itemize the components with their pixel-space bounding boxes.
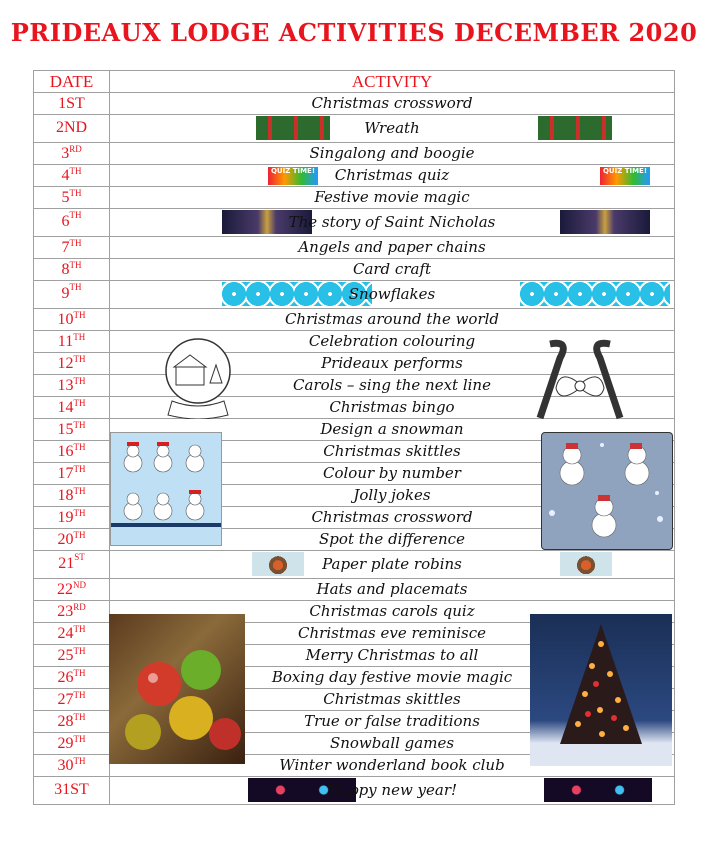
table-row (34, 309, 675, 331)
date-suffix: TH (69, 238, 82, 248)
date-day: 12 (57, 355, 74, 372)
activity-text: Card craft (352, 260, 432, 278)
activity-text: Carols – sing the next line (293, 376, 491, 394)
date-suffix: ST (74, 552, 85, 562)
date-day: 8 (61, 261, 70, 278)
date-suffix: TH (73, 530, 86, 540)
activity-text: Festive movie magic (314, 188, 470, 206)
table-row (34, 143, 675, 165)
date-cell (34, 353, 110, 375)
table-row (34, 281, 675, 309)
date-day: 30 (57, 757, 74, 774)
activity-text: Jolly jokes (353, 486, 431, 504)
date-cell (34, 281, 110, 309)
date-suffix: TH (73, 310, 86, 320)
table-row (34, 187, 675, 209)
date-cell (34, 601, 110, 623)
date-day: 27 (57, 691, 74, 708)
date-cell (34, 485, 110, 507)
date-cell (34, 209, 110, 237)
date-cell (34, 623, 110, 645)
date-suffix: ND (63, 119, 88, 136)
activity-text: Winter wonderland book club (279, 756, 505, 774)
baubles-picture (109, 614, 245, 764)
activity-text: Hats and placemats (316, 580, 468, 598)
date-day: 4 (61, 167, 70, 184)
date-cell (34, 777, 110, 805)
date-cell (34, 689, 110, 711)
snowmen-picture (110, 432, 222, 546)
table-row (34, 259, 675, 281)
date-day: 19 (57, 509, 74, 526)
date-day: 17 (57, 465, 74, 482)
date-cell (34, 237, 110, 259)
date-suffix: TH (73, 486, 86, 496)
activity-text: Christmas crossword (311, 508, 473, 526)
date-day: 5 (61, 189, 70, 206)
date-day: 6 (61, 213, 70, 230)
date-day: 18 (57, 487, 74, 504)
date-cell (34, 375, 110, 397)
date-cell (34, 259, 110, 281)
date-cell (34, 187, 110, 209)
date-day: 13 (57, 377, 74, 394)
table-row (34, 165, 675, 187)
date-suffix: TH (73, 508, 86, 518)
date-suffix: TH (73, 354, 86, 364)
robin-image (252, 552, 304, 576)
date-day: 28 (57, 713, 74, 730)
activity-text: Wreath (364, 119, 420, 137)
activity-text: Celebration colouring (308, 332, 476, 350)
date-cell (34, 645, 110, 667)
date-suffix: TH (73, 646, 86, 656)
quiz-time-badge: QUIZ TIME! (600, 167, 650, 185)
activity-text: Christmas skittles (323, 442, 461, 460)
date-cell (34, 551, 110, 579)
date-cell (34, 755, 110, 777)
activity-text: Prideaux performs (321, 354, 463, 372)
activity-text: The story of Saint Nicholas (288, 213, 496, 231)
activity-text: Christmas around the world (284, 310, 500, 328)
date-cell (34, 397, 110, 419)
date-suffix: TH (73, 668, 86, 678)
saint-nicholas-image (560, 210, 650, 234)
date-cell (34, 529, 110, 551)
activity-text: Boxing day festive movie magic (271, 668, 513, 686)
date-suffix: TH (73, 712, 86, 722)
activity-text: Paper plate robins (322, 555, 462, 573)
christmas-tree-picture (530, 614, 672, 766)
date-suffix: TH (73, 756, 86, 766)
activity-text: Christmas carols quiz (309, 602, 475, 620)
activity-text: Happy new year! (326, 781, 458, 799)
date-day: 1 (58, 95, 67, 112)
date-day: 20 (57, 531, 74, 548)
activity-cell (110, 93, 675, 115)
activity-cell (110, 579, 675, 601)
activity-cell (110, 143, 675, 165)
activity-cell (110, 209, 675, 237)
activity-text: Christmas eve reminisce (298, 624, 486, 642)
activity-cell (110, 281, 675, 309)
activity-text: Christmas quiz (334, 166, 450, 184)
snowman-pattern-picture (541, 432, 673, 550)
date-suffix: TH (73, 442, 86, 452)
date-suffix: RD (73, 602, 86, 612)
wreath-ribbon-image (538, 116, 612, 140)
date-suffix: TH (69, 210, 82, 220)
activity-cell (110, 237, 675, 259)
date-suffix: TH (73, 734, 86, 744)
candy-cane-bow-illustration (520, 338, 640, 420)
date-suffix: RD (69, 144, 82, 154)
date-day: 16 (57, 443, 74, 460)
table-row (34, 209, 675, 237)
date-cell (34, 309, 110, 331)
date-cell (34, 711, 110, 733)
wreath-ribbon-image (256, 116, 330, 140)
date-suffix: TH (73, 420, 86, 430)
table-row (34, 93, 675, 115)
activity-text: Angels and paper chains (298, 238, 486, 256)
activity-text: Christmas crossword (311, 94, 473, 112)
snowflake-ribbon-image (520, 282, 670, 306)
date-cell (34, 463, 110, 485)
date-day: 11 (57, 333, 74, 350)
activity-text: Spot the difference (319, 530, 465, 548)
activity-cell (110, 259, 675, 281)
table-row (34, 115, 675, 143)
date-cell (34, 143, 110, 165)
activity-text: True or false traditions (304, 712, 480, 730)
activity-cell (110, 115, 675, 143)
activity-text: Christmas bingo (329, 398, 455, 416)
date-day: 25 (57, 647, 74, 664)
table-row (34, 551, 675, 579)
date-suffix: TH (69, 260, 82, 270)
date-day: 15 (57, 421, 74, 438)
date-cell (34, 733, 110, 755)
date-day: 21 (58, 555, 75, 572)
activity-text: Design a snowman (320, 420, 464, 438)
activity-text: Merry Christmas to all (305, 646, 479, 664)
date-cell (34, 507, 110, 529)
date-header: DATE (34, 71, 110, 93)
page-title: PRIDEAUX LODGE ACTIVITIES DECEMBER 2020 (10, 18, 698, 47)
snow-globe-illustration (158, 337, 238, 419)
date-day: 23 (57, 603, 74, 620)
activity-cell (110, 777, 675, 805)
date-day: 7 (61, 239, 70, 256)
date-cell (34, 165, 110, 187)
date-cell (34, 331, 110, 353)
date-day: 2 (55, 119, 64, 136)
date-day: 9 (61, 285, 70, 302)
table-row (34, 777, 675, 805)
activity-cell (110, 551, 675, 579)
date-suffix: TH (73, 690, 86, 700)
date-day: 24 (57, 625, 74, 642)
date-cell (34, 115, 110, 143)
date-suffix: TH (73, 398, 86, 408)
activity-text: Christmas skittles (323, 690, 461, 708)
activity-text: Colour by number (323, 464, 461, 482)
table-row (34, 237, 675, 259)
date-suffix: TH (73, 464, 86, 474)
activity-text: Snowball games (329, 734, 455, 752)
date-cell (34, 419, 110, 441)
date-suffix: TH (69, 188, 82, 198)
date-cell (34, 579, 110, 601)
date-suffix: ND (73, 580, 86, 590)
date-suffix: ST (70, 781, 89, 798)
date-suffix: TH (69, 282, 82, 292)
date-suffix: TH (69, 166, 82, 176)
date-day: 29 (57, 735, 74, 752)
robin-image (560, 552, 612, 576)
date-day: 10 (57, 311, 74, 328)
date-suffix: TH (73, 376, 86, 386)
activity-text: Singalong and boogie (309, 144, 475, 162)
quiz-time-badge: QUIZ TIME! (268, 167, 318, 185)
date-day: 14 (57, 399, 74, 416)
activity-header: ACTIVITY (110, 71, 675, 93)
activity-cell (110, 309, 675, 331)
activity-text: Snowflakes (348, 285, 436, 303)
activity-cell (110, 165, 675, 187)
date-suffix: ST (66, 95, 85, 112)
table-row (34, 579, 675, 601)
activity-cell (110, 187, 675, 209)
date-suffix: TH (73, 332, 86, 342)
date-day: 26 (57, 669, 74, 686)
date-day: 3 (61, 145, 70, 162)
date-day: 31 (54, 781, 71, 798)
fireworks-image (544, 778, 652, 802)
date-day: 22 (57, 581, 73, 598)
date-suffix: TH (73, 624, 86, 634)
date-cell (34, 93, 110, 115)
date-cell (34, 441, 110, 463)
date-cell (34, 667, 110, 689)
